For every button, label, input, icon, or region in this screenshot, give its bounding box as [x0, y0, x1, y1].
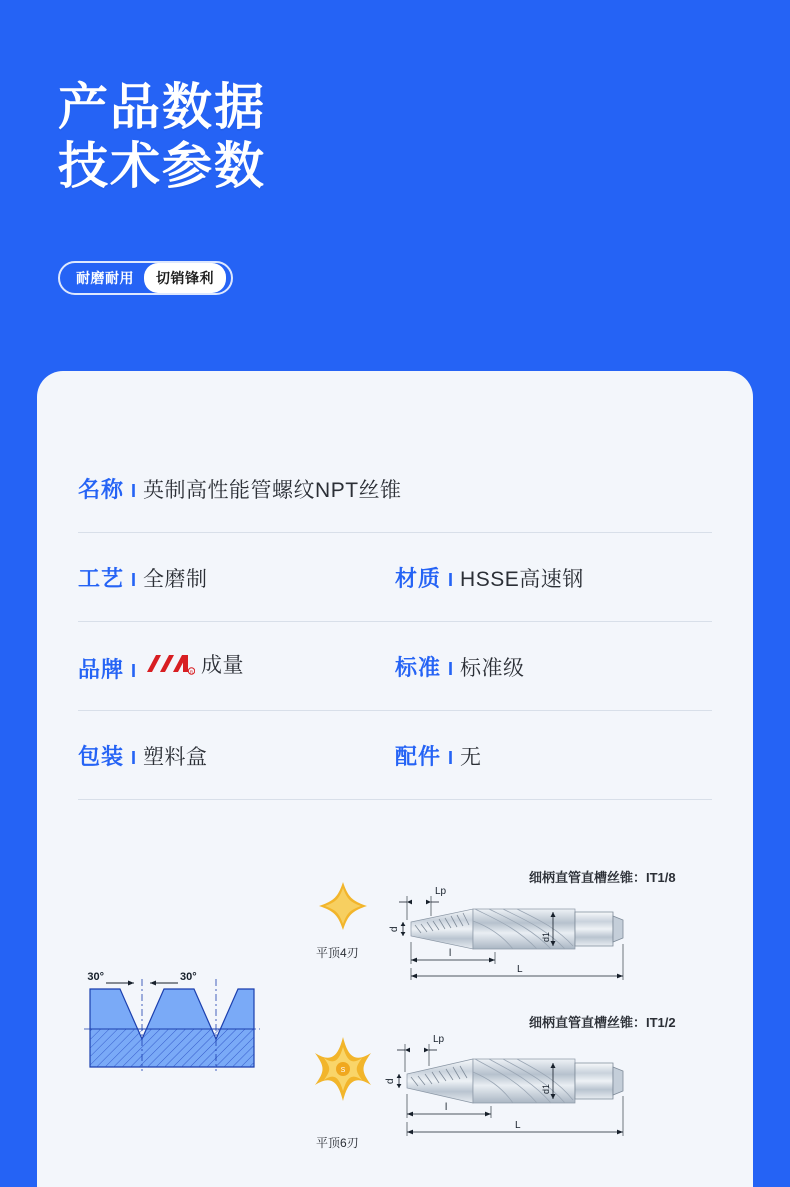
table-row — [78, 533, 712, 622]
spec-key: 名称 — [78, 476, 125, 502]
flute-cross-section-top — [315, 876, 371, 941]
spec-key: 配件 — [395, 743, 442, 769]
table-row — [78, 622, 712, 711]
spec-item-packaging — [78, 740, 395, 771]
page-title-line1: 产品数据 — [58, 79, 266, 135]
page-title-line2: 技术参数 — [58, 138, 266, 194]
spec-separator: I — [131, 569, 137, 590]
thread-angle-left-label: 30° — [87, 971, 104, 983]
dim-l-label-bottom: l — [445, 1102, 448, 1113]
dim-d1-label-bottom: d1 — [541, 1084, 551, 1095]
feature-badge — [58, 261, 233, 295]
spec-key: 工艺 — [78, 565, 125, 591]
flute-label-top: 平顶4刃 — [316, 946, 359, 960]
chengliang-logo-icon — [143, 651, 195, 677]
spec-separator: I — [448, 747, 454, 768]
spec-separator: I — [448, 569, 454, 590]
hero-heading — [58, 78, 266, 196]
spec-value: 无 — [460, 745, 482, 769]
spec-key: 标准 — [395, 654, 442, 680]
spec-item-brand — [78, 649, 395, 684]
badge-right-label: 切销锋利 — [144, 263, 226, 293]
flute-label-bottom: 平顶6刃 — [316, 1136, 359, 1150]
dim-d-label-top: d — [389, 926, 400, 932]
svg-text:R: R — [189, 668, 194, 674]
tap-technical-drawing-bottom — [377, 1026, 717, 1151]
badge-left-label: 耐磨耐用 — [76, 270, 134, 286]
spec-item-process — [78, 562, 395, 593]
spec-separator: I — [448, 658, 454, 679]
table-row — [78, 444, 712, 533]
spec-value: 标准级 — [460, 656, 525, 680]
dim-L-label-top: L — [517, 964, 523, 975]
spec-value: 塑料盒 — [143, 745, 208, 769]
thread-profile-diagram — [82, 971, 262, 1086]
spec-separator: I — [131, 480, 137, 501]
tap-technical-drawing-top — [377, 876, 717, 991]
spec-value: 英制高性能管螺纹NPT丝锥 — [143, 478, 402, 502]
spec-card — [37, 371, 753, 1187]
dim-lp-label-top: Lp — [435, 886, 447, 897]
spec-key: 材质 — [395, 565, 442, 591]
spec-item-name — [78, 473, 712, 504]
spec-key: 包装 — [78, 743, 125, 769]
spec-value: 成量 — [201, 653, 245, 677]
dim-lp-label-bottom: Lp — [433, 1034, 445, 1045]
table-row — [78, 711, 712, 800]
spec-table — [78, 444, 712, 800]
flute-cross-section-bottom — [307, 1031, 379, 1112]
spec-separator: I — [131, 660, 137, 681]
brand-logo-group — [143, 649, 244, 679]
spec-item-standard — [395, 651, 712, 682]
thread-angle-right-label: 30° — [180, 971, 197, 983]
page-title — [58, 78, 266, 196]
svg-text:S: S — [340, 1067, 346, 1074]
spec-separator: I — [131, 747, 137, 768]
dim-d-label-bottom: d — [385, 1078, 396, 1084]
spec-value: HSSE高速钢 — [460, 567, 584, 591]
spec-value: 全磨制 — [143, 567, 208, 591]
spec-key: 品牌 — [78, 656, 125, 682]
spec-item-material — [395, 562, 712, 593]
drawing-caption-bottom: 细柄直管直槽丝锥：IT1/2 — [529, 1015, 676, 1030]
dim-L-label-bottom: L — [515, 1120, 521, 1131]
drawing-caption-top: 细柄直管直槽丝锥：IT1/8 — [529, 870, 676, 885]
dim-d1-label-top: d1 — [541, 932, 551, 943]
dim-l-label-top: l — [449, 948, 452, 959]
spec-item-accessories — [395, 740, 712, 771]
